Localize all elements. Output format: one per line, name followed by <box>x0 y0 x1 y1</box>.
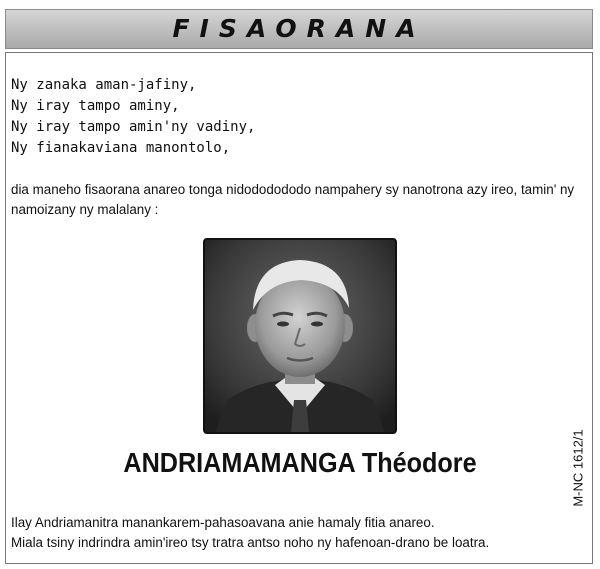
family-line: Ny zanaka aman-jafiny, <box>11 77 197 93</box>
intro-paragraph: dia maneho fisaorana anareo tonga nidododododo nampahery sy nanotrona azy ireo, tamin' ny namoizany ny malalany : <box>11 182 575 217</box>
page-title: FISAORANA <box>172 14 426 43</box>
person-name: ANDRIAMAMANGA Théodore <box>123 447 477 478</box>
family-line: Ny iray tampo aminy, <box>11 98 180 114</box>
reference-code-text: M-NC 1612/1 <box>570 429 586 507</box>
portrait-photo <box>203 238 397 434</box>
closing-line: Ilay Andriamanitra manankarem-pahasoavana anie hamaly fitia anareo. <box>11 515 435 530</box>
family-line: Ny iray tampo amin'ny vadiny, <box>11 119 256 135</box>
family-list <box>11 75 255 159</box>
family-line: Ny fianakaviana manontolo, <box>11 140 231 156</box>
closing-line: Miala tsiny indrindra amin'ireo tsy tratra antso noho ny hafenoan-drano be loatra. <box>11 535 490 550</box>
header-banner <box>5 9 593 49</box>
closing-paragraph <box>11 513 571 553</box>
